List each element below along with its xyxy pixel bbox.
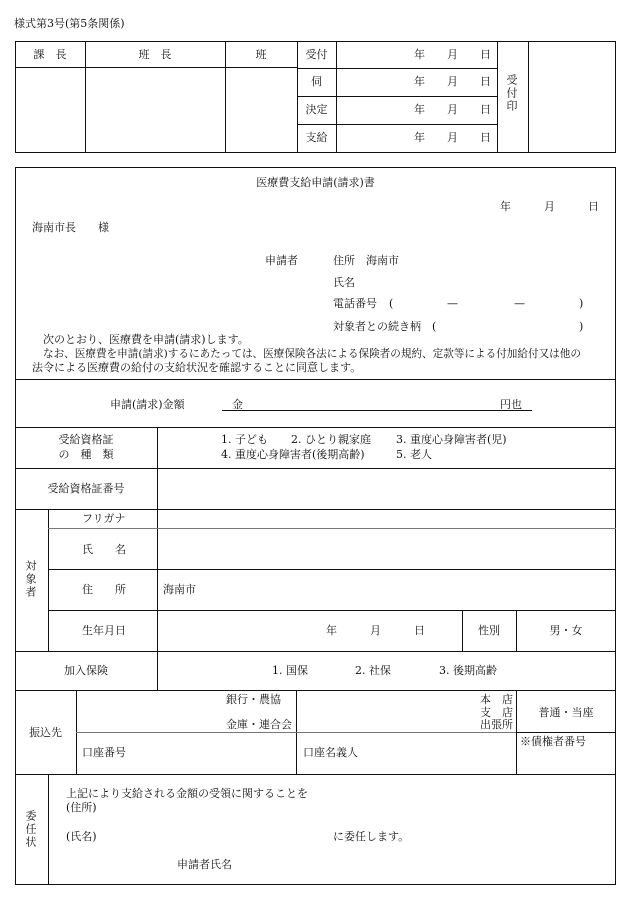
application-date: 年 月 日 (500, 200, 599, 213)
kacho-header: 課 長 (33, 48, 67, 61)
proxy-line-1: 上記により支給される金額の受領に関することを (66, 787, 308, 800)
birthdate-label: 生年月日 (82, 624, 126, 637)
eligibility-option-4[interactable]: 4. 重度心身障害者(後期高齢) (221, 448, 365, 461)
phone-close: ) (579, 297, 584, 310)
statement-line-1: 次のとおり、医療費を申請(請求)します。 (43, 333, 249, 346)
account-number-label: 口座番号 (82, 746, 126, 759)
sex-options[interactable]: 男・女 (549, 624, 583, 637)
phone-dash-1: — (447, 297, 458, 310)
account-holder-field[interactable] (300, 735, 512, 771)
sex-label: 性別 (478, 624, 500, 637)
applicant-signature-field[interactable] (250, 856, 590, 872)
creditor-number-label: ※債権者番号 (520, 735, 586, 748)
amount-yen: 円也 (500, 398, 522, 411)
shikyu-date: 年 月 日 (414, 131, 491, 144)
account-type[interactable]: 普通・当座 (538, 706, 594, 719)
proxy-address-field[interactable] (110, 800, 590, 816)
phone-label: 電話番号 (333, 297, 377, 310)
eligibility-type-label-1: 受給資格証 (58, 433, 114, 446)
hancho-header: 班 長 (138, 48, 172, 61)
applicant-address: 住所 海南市 (333, 254, 399, 267)
relation-close: ) (579, 320, 584, 333)
ukagai-date: 年 月 日 (414, 75, 491, 88)
account-number-field[interactable] (80, 735, 292, 771)
bank-type-1: 銀行・農協 (226, 693, 281, 706)
ukagai-label: 伺 (311, 75, 322, 88)
bank-name-field[interactable] (80, 693, 220, 729)
phone-dash-2: — (514, 297, 525, 310)
account-holder-label: 口座名義人 (303, 746, 358, 759)
branch-name-field[interactable] (300, 693, 475, 729)
relation-label: 対象者との続き柄 (333, 320, 421, 333)
insurance-option-1[interactable]: 1. 国保 (272, 664, 308, 677)
phone-open: ( (389, 297, 394, 310)
insurance-label: 加入保険 (64, 664, 108, 677)
proxy-entrust-text: に委任します。 (333, 830, 410, 843)
kettei-date: 年 月 日 (414, 103, 491, 116)
amount-label: 申請(請求)金額 (110, 398, 185, 411)
furigana-field[interactable] (160, 511, 612, 527)
statement-line-2: なお、医療費を申請(請求)するにあたっては、医療保険各法による保険者の規約、定款等による付加給付又は他の (43, 348, 581, 360)
subject-name-label: 氏 名 (82, 543, 126, 556)
birthdate-field[interactable]: 年 月 日 (326, 624, 425, 637)
applicant-name-label: 氏名 (333, 276, 355, 289)
furigana-label: フリガナ (82, 512, 126, 525)
applicant-label: 申請者 (265, 254, 298, 267)
proxy-name-field[interactable] (110, 828, 320, 844)
uketsuke-label: 受付 (305, 48, 328, 61)
bank-type-2: 金庫・連合会 (226, 718, 292, 731)
insurance-option-3[interactable]: 3. 後期高齢 (439, 664, 497, 677)
eligibility-option-5[interactable]: 5. 老人 (396, 448, 432, 461)
eligibility-option-2[interactable]: 2. ひとり親家庭 (291, 433, 371, 446)
branch-type-2: 支 店 (480, 706, 513, 719)
proxy-label: 委任状 (24, 810, 37, 849)
amount-kin: 金 (232, 398, 243, 411)
insurance-option-2[interactable]: 2. 社保 (355, 664, 391, 677)
proxy-address-label: (住所) (66, 801, 97, 814)
form-number: 様式第3号(第5条関係) (14, 17, 125, 30)
branch-type-1: 本 店 (480, 693, 513, 706)
relation-open: ( (432, 320, 437, 333)
eligibility-number-label: 受給資格証番号 (47, 482, 125, 495)
uketsuke-date: 年 月 日 (414, 48, 491, 61)
eligibility-type-label-2: の 種 類 (58, 448, 114, 461)
kettei-label: 決定 (305, 103, 328, 116)
han-header: 班 (255, 48, 267, 61)
subject-address-label: 住 所 (82, 583, 126, 596)
subject-name-field[interactable] (160, 531, 612, 567)
transfer-label: 振込先 (29, 726, 62, 739)
eligibility-option-3[interactable]: 3. 重度心身障害者(児) (396, 433, 507, 446)
statement-line-3: 法令による医療費の給付の支給状況を確認することに同意します。 (32, 361, 362, 374)
applicant-signature-label: 申請者氏名 (177, 858, 232, 871)
addressee: 海南市長 様 (32, 221, 109, 234)
form-title: 医療費支給申請(請求)書 (256, 176, 375, 189)
amount-field[interactable] (250, 396, 490, 412)
eligibility-number-field[interactable] (160, 471, 612, 507)
subject-address-value[interactable]: 海南市 (163, 583, 196, 596)
shikyu-label: 支給 (305, 131, 328, 144)
proxy-name-label: (氏名) (66, 830, 97, 843)
reception-stamp-label: 受付印 (505, 74, 518, 113)
branch-type-3: 出張所 (480, 718, 513, 731)
eligibility-option-1[interactable]: 1. 子ども (221, 433, 268, 446)
subject-group-label: 対象者 (24, 560, 37, 599)
